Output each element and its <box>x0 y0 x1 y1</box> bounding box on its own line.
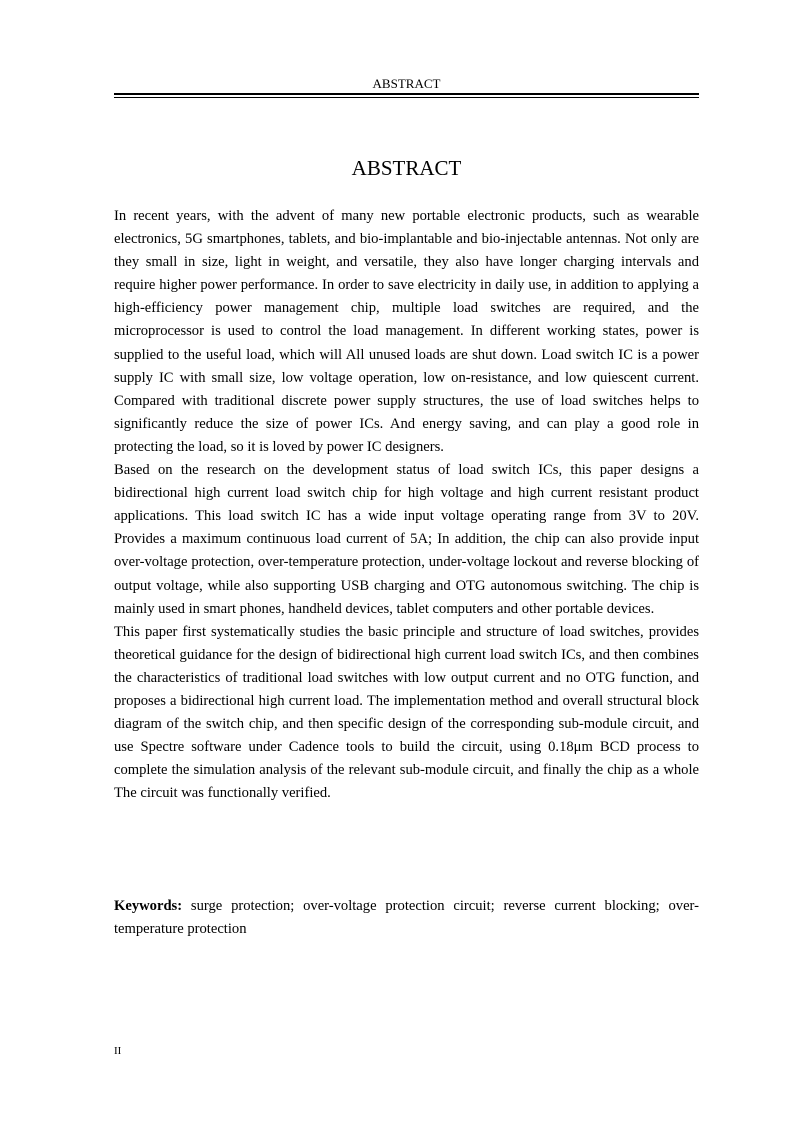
keywords-text: surge protection; over-voltage protection circuit; reverse current blocking; over-temperature protection <box>114 898 699 938</box>
abstract-paragraph-3: This paper first systematically studies the basic principle and structure of load switches, provides theoretical guidance for the design of bidirectional high current load switch ICs, and then combines the characteristics of traditional load switches with low output current and no OTG function, and proposes a bidirectional high current load. The implementation method and overall structural block diagram of the switch chip, and then specific design of the corresponding sub-module circuit, and use Spectre software under Cadence tools to build the circuit, using 0.18μm BCD process to complete the simulation analysis of the relevant sub-module circuit, and finally the chip as a whole The circuit was functionally verified. <box>114 623 699 802</box>
keywords-section <box>114 895 699 941</box>
abstract-paragraph-1: In recent years, with the advent of many new portable electronic products, such as wearable electronics, 5G smartphones, tablets, and bio-implantable and bio-injectable antennas. Not only are they small in size, light in weight, and versatile, they also have longer charging intervals and require higher power performance. In order to save electricity in daily use, in addition to applying a high-efficiency power management chip, multiple load switches are required, and the microprocessor is used to control the load management. In different working states, power is supplied to the useful load, which will All unused loads are shut down. Load switch IC is a power supply IC with small size, low voltage operation, low on-resistance, and low quiescent current. Compared with traditional discrete power supply structures, the use of load switches helps to significantly reduce the size of power ICs. And energy saving, and can play a good role in protecting the load, so it is loved by power IC designers. <box>114 208 699 455</box>
page-number: II <box>114 1045 122 1057</box>
running-header: ABSTRACT <box>372 76 441 91</box>
keywords-label: Keywords: <box>114 898 183 914</box>
header-rule-thin <box>114 97 699 98</box>
abstract-paragraph-2: Based on the research on the development status of load switch ICs, this paper designs a bidirectional high current load switch chip for high voltage and high current resistant product applications. This load switch IC has a wide input voltage operating range from 3V to 20V. Provides a maximum continuous load current of 5A; In addition, the chip can also provide input over-voltage protection, over-temperature protection, under-voltage lockout and reverse blocking of output voltage, while also supporting USB charging and OTG autonomous switching. The chip is mainly used in smart phones, handheld devices, tablet computers and other portable devices. <box>114 462 699 617</box>
abstract-body <box>114 205 699 805</box>
header-rule-thick <box>114 93 699 95</box>
page-title: ABSTRACT <box>351 156 462 180</box>
